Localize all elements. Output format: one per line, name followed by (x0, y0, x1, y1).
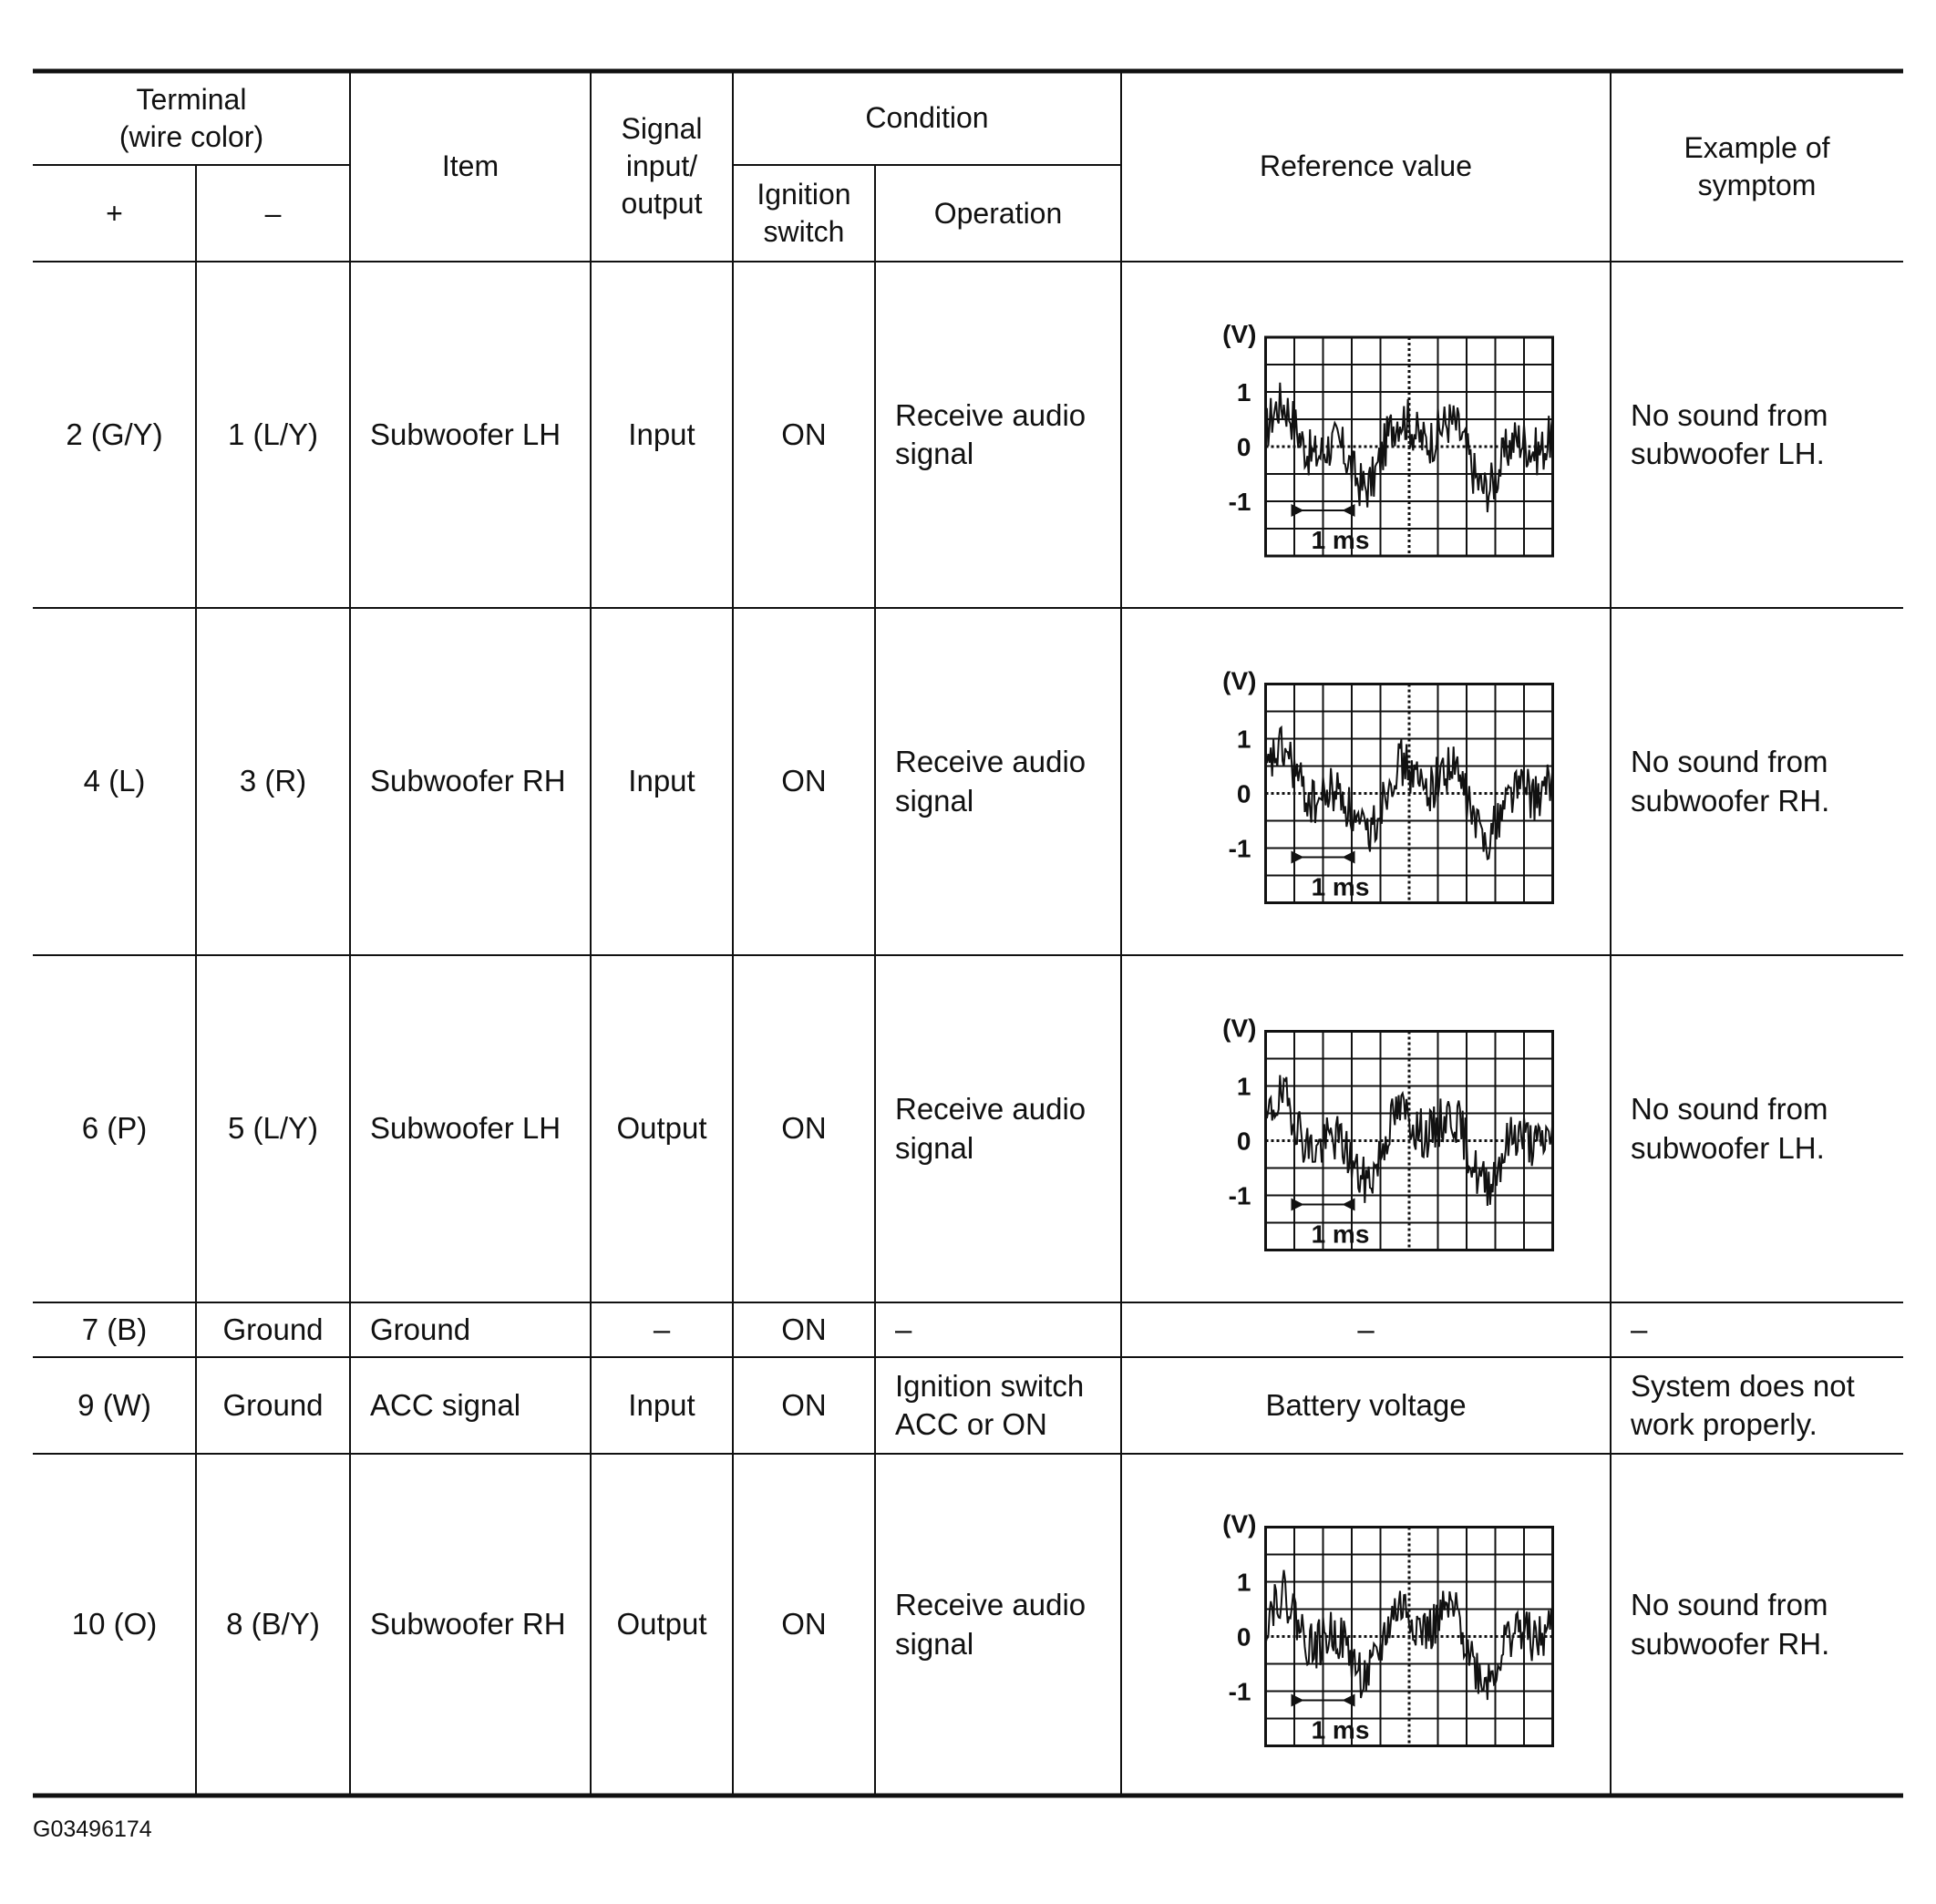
cell-operation: Receive audio signal (895, 745, 1086, 818)
cell-plus: 9 (W) (77, 1387, 151, 1422)
waveform-unit-label: (V) (1222, 1509, 1257, 1539)
cell-item: Subwoofer LH (370, 1111, 561, 1146)
waveform-plot (1222, 1510, 1552, 1746)
cell-ignition: ON (781, 764, 827, 798)
waveform-plot (1222, 667, 1552, 903)
cell-ignition: ON (781, 417, 827, 451)
cell-plus: 10 (O) (71, 1607, 158, 1642)
waveform-tick-label: -1 (1228, 1181, 1251, 1210)
cell-minus: 1 (L/Y) (227, 417, 319, 451)
cell-signal: – (653, 1312, 671, 1346)
cell-operation: – (895, 1312, 912, 1346)
header-symptom: Example of symptom (1684, 130, 1830, 201)
waveform-tick-label: 0 (1236, 1127, 1251, 1156)
waveform-unit-label: (V) (1222, 666, 1257, 695)
cell-minus: 3 (R) (239, 764, 307, 798)
waveform-plot (1222, 320, 1552, 556)
cell-minus: Ground (222, 1312, 324, 1346)
cell-signal: Input (628, 1387, 695, 1422)
waveform-tick-label: 1 (1236, 1568, 1251, 1597)
cell-signal: Output (616, 1607, 707, 1642)
cell-item: Subwoofer RH (370, 1607, 566, 1642)
waveform-tick-label: 0 (1236, 1622, 1251, 1652)
header-terminal: Terminal (wire color) (118, 82, 264, 153)
header-condition: Condition (865, 101, 989, 135)
waveform-tick-label: -1 (1228, 488, 1251, 516)
cell-symptom: – (1631, 1312, 1648, 1346)
cell-plus: 2 (G/Y) (66, 417, 163, 451)
cell-item: ACC signal (370, 1387, 521, 1422)
cell-plus: 4 (L) (83, 764, 146, 798)
cell-symptom: No sound from subwoofer LH. (1631, 397, 1828, 470)
cell-signal: Output (616, 1111, 707, 1146)
cell-item: Subwoofer RH (370, 764, 566, 798)
cell-ignition: ON (781, 1607, 827, 1642)
cell-operation: Receive audio signal (895, 1588, 1086, 1661)
cell-reference: – (1357, 1312, 1375, 1346)
cell-reference: Battery voltage (1265, 1387, 1467, 1422)
waveform-tick-label: -1 (1228, 834, 1251, 863)
cell-minus: Ground (222, 1387, 324, 1422)
waveform-tick-label: 1 (1236, 1072, 1251, 1101)
cell-operation: Ignition switch ACC or ON (895, 1368, 1085, 1441)
header-minus: – (264, 196, 282, 230)
cell-item: Subwoofer LH (370, 417, 561, 451)
cell-plus: 6 (P) (81, 1111, 148, 1146)
waveform-tick-label: 0 (1236, 433, 1251, 461)
cell-ignition: ON (781, 1312, 827, 1346)
waveform-time-label: 1 ms (1311, 872, 1370, 901)
document-id: G03496174 (33, 1817, 152, 1842)
waveform-unit-label: (V) (1222, 320, 1257, 348)
waveform-time-label: 1 ms (1311, 1220, 1370, 1249)
header-plus: + (106, 196, 123, 230)
cell-symptom: No sound from subwoofer RH. (1631, 745, 1830, 818)
header-reference-value: Reference value (1259, 149, 1473, 183)
cell-minus: 5 (L/Y) (227, 1111, 319, 1146)
waveform-tick-label: -1 (1228, 1677, 1251, 1706)
cell-operation: Receive audio signal (895, 397, 1086, 470)
waveform-tick-label: 1 (1236, 725, 1251, 754)
waveform-time-label: 1 ms (1311, 1715, 1370, 1744)
cell-ignition: ON (781, 1387, 827, 1422)
cell-symptom: System does not work properly. (1631, 1368, 1855, 1441)
cell-ignition: ON (781, 1111, 827, 1146)
cell-signal: Input (628, 764, 695, 798)
cell-operation: Receive audio signal (895, 1092, 1086, 1165)
cell-symptom: No sound from subwoofer RH. (1631, 1588, 1830, 1661)
header-signal: Signal input/ output (621, 112, 703, 220)
cell-plus: 7 (B) (81, 1312, 148, 1346)
cell-minus: 8 (B/Y) (226, 1607, 320, 1642)
waveform-unit-label: (V) (1222, 1014, 1257, 1043)
waveform-time-label: 1 ms (1311, 526, 1370, 554)
cell-signal: Input (628, 417, 695, 451)
cell-symptom: No sound from subwoofer LH. (1631, 1092, 1828, 1165)
header-operation: Operation (933, 196, 1063, 230)
waveform-tick-label: 1 (1236, 378, 1251, 407)
header-item: Item (441, 149, 499, 183)
waveform-plot (1222, 1014, 1552, 1250)
cell-item: Ground (370, 1312, 471, 1346)
waveform-tick-label: 0 (1236, 779, 1251, 808)
header-ignition-switch: Ignition switch (757, 178, 851, 248)
